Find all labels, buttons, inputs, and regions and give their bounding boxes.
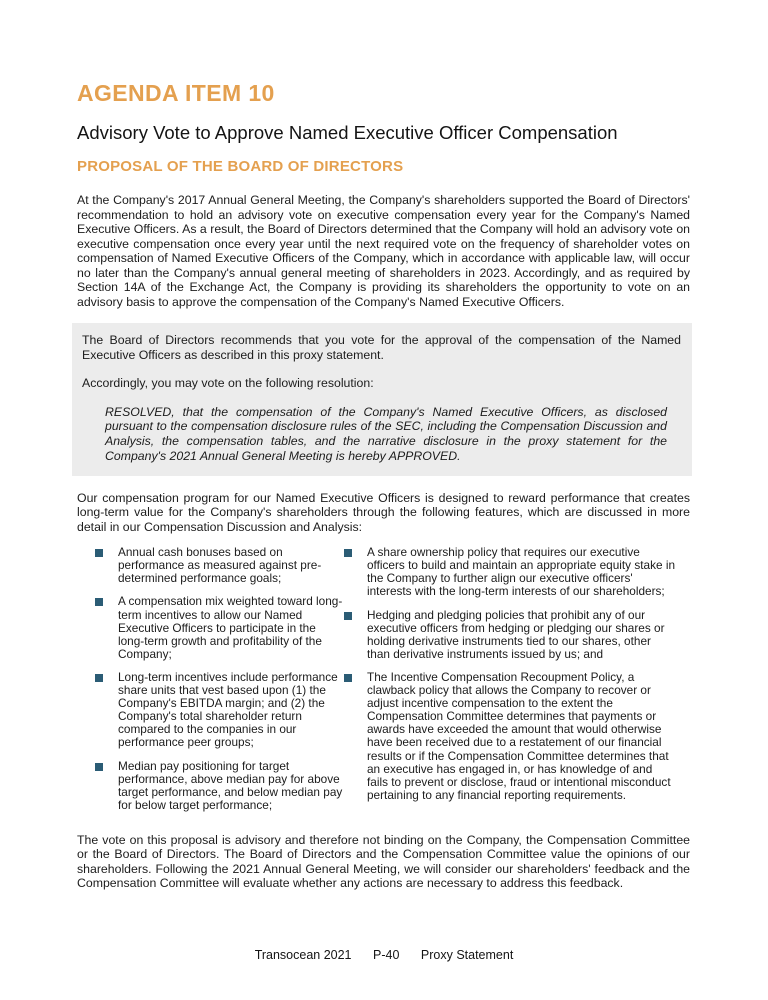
feature-text: A compensation mix weighted toward long-term incentives to allow our Named Executive Officers to participate in the long-term growth and profitability of the Company;: [118, 594, 343, 661]
feature-text: A share ownership policy that requires our executive officers to build and maintain an appropriate equity stake in the Company to further align our executive officers' interests with the long-term interests of our shareholders;: [367, 545, 676, 599]
resolution-text: RESOLVED, that the compensation of the Company's Named Executive Officers, as disclosed pursuant to the compensation disclosure rules of the SEC, including the Compensation Discussion and Analysis, the compensation tables, and the narrative disclosure in the proxy statement for the Company's 2021 Annual General Meeting is hereby APPROVED.: [105, 404, 667, 463]
footer-company-label: Transocean 2021: [254, 948, 352, 962]
list-item: [344, 546, 690, 598]
agenda-item-title: AGENDA ITEM 10: [77, 80, 275, 106]
square-bullet-icon: [95, 674, 103, 682]
feature-text: The Incentive Compensation Recoupment Policy, a clawback policy that allows the Company to recover or adjust incentive compensation to the extent the Compensation Committee determines that payments or awards have exceeded the amount that would otherwise have been received due to a restatement of our financial results or if the Compensation Committee determines that an executive has engaged in, or has knowledge of and fails to prevent or disclose, fraud or intentional misconduct pertaining to any financial reporting requirements.: [367, 669, 671, 802]
square-bullet-icon: [95, 763, 103, 771]
features-column-right: [344, 546, 690, 822]
feature-text: Long-term incentives include performance share units that vest based upon (1) the Company's EBITDA margin; and (2) the Company's total shareholder return compared to the companies in our performance peer groups;: [118, 669, 338, 750]
list-item: [344, 609, 690, 661]
vote-resolution-lead-in: Accordingly, you may vote on the following resolution:: [82, 376, 374, 390]
square-bullet-icon: [344, 674, 352, 682]
feature-text: Hedging and pledging policies that prohibit any of our executive officers from hedging or pledging our shares or holding derivative instruments tied to our shares, other than derivative instruments issued by us; and: [367, 607, 665, 661]
features-bullet-list: [95, 546, 690, 822]
features-column-left: [95, 546, 344, 822]
recommendation-paragraph: The Board of Directors recommends that you vote for the approval of the compensation of the Named Executive Officers as described in this proxy statement.: [82, 333, 681, 362]
list-item: [95, 671, 344, 750]
square-bullet-icon: [95, 549, 103, 557]
list-item: [95, 595, 344, 660]
square-bullet-icon: [95, 598, 103, 606]
footer-page-number: P-40: [373, 948, 400, 962]
closing-paragraph: The vote on this proposal is advisory and therefore not binding on the Company, the Compensation Committee or the Board of Directors. The Board of Directors and the Compensation Committee value the opinions of our shareholders. Following the 2021 Annual General Meeting, we will consider our shareholders' feedback and the Compensation Committee will evaluate whether any actions are necessary to address this feedback.: [77, 832, 690, 891]
proposal-subtitle: Advisory Vote to Approve Named Executive Officer Compensation: [77, 122, 618, 143]
features-intro-paragraph: Our compensation program for our Named Executive Officers is designed to reward performance that creates long-term value for the Company's shareholders through the following features, which are discussed in more detail in our Compensation Discussion and Analysis:: [77, 490, 690, 534]
list-item: [344, 671, 690, 802]
footer-document-label: Proxy Statement: [420, 948, 514, 962]
square-bullet-icon: [344, 612, 352, 620]
board-recommendation-box: [72, 323, 692, 476]
square-bullet-icon: [344, 549, 352, 557]
proposal-of-board-heading: PROPOSAL OF THE BOARD OF DIRECTORS: [77, 158, 404, 175]
list-item: [95, 760, 344, 812]
feature-text: Median pay positioning for target performance, above median pay for above target performance, and below median pay for below target performance;: [118, 758, 343, 812]
intro-paragraph: At the Company's 2017 Annual General Meeting, the Company's shareholders supported the Board of Directors' recommendation to hold an advisory vote on executive compensation every year for the Company's Named Executive Officers. As a result, the Board of Directors determined that the Company will hold an advisory vote on executive compensation once every year until the next required vote on the frequency of shareholder votes on compensation of Named Executive Officers of the Company, which in accordance with applicable law, will occur no later than the Company's annual general meeting of shareholders in 2023. Accordingly, and as required by Section 14A of the Exchange Act, the Company is providing its shareholders the opportunity to vote on an advisory basis to approve the compensation of the Company's Named Executive Officers.: [77, 193, 690, 309]
feature-text: Annual cash bonuses based on performance as measured against pre-determined performance goals;: [118, 545, 322, 586]
page-footer: [0, 948, 768, 962]
list-item: [95, 546, 344, 585]
